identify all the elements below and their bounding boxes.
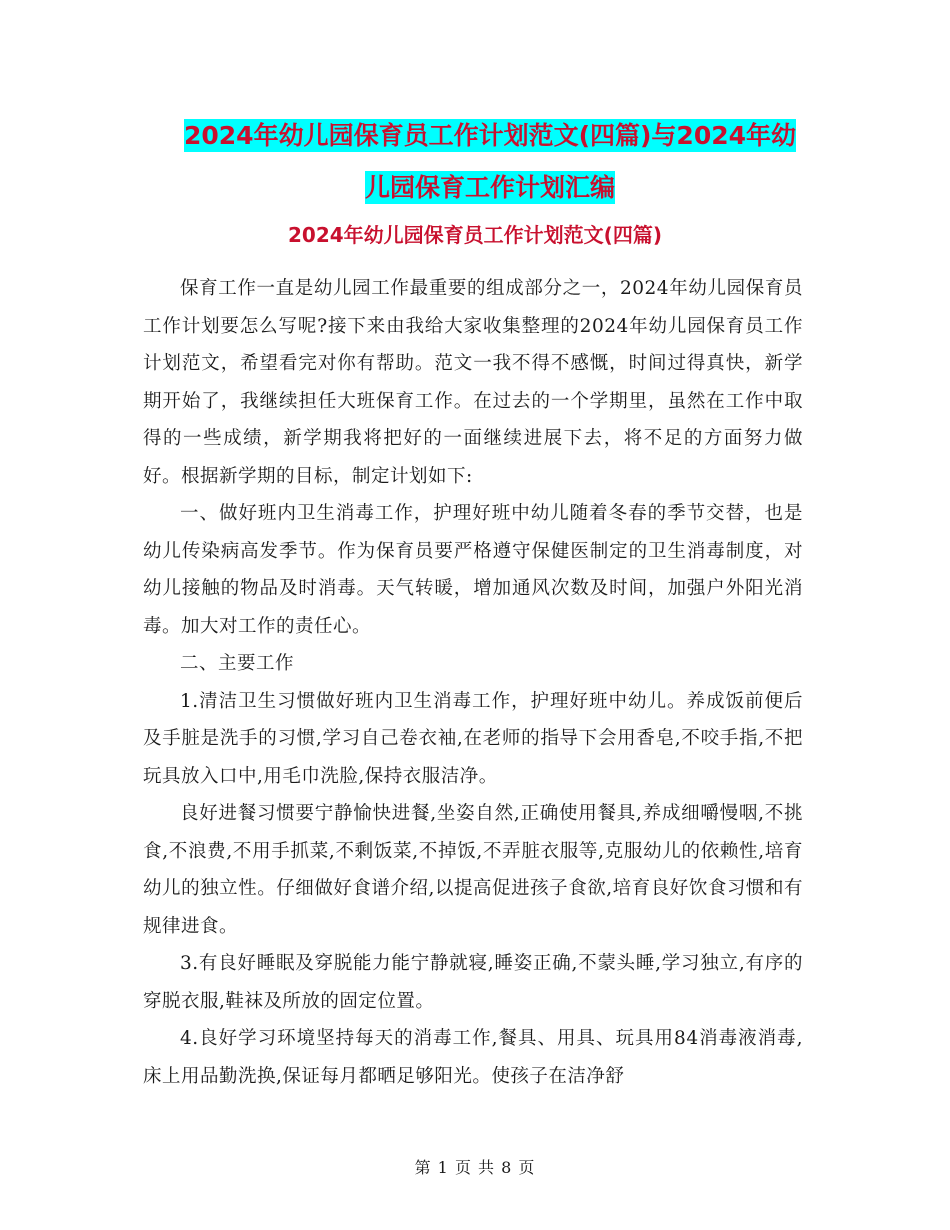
page-footer: 第 1 页 共 8 页: [414, 1158, 536, 1177]
paragraph-item-1: 1.清洁卫生习惯做好班内卫生消毒工作，护理好班中幼儿。养成饭前便后及手脏是洗手的习惯,学习自己卷衣袖,在老师的指导下会用香皂,不咬手指,不把玩具放入口中,用毛巾洗脸,保持衣服洁净。: [143, 690, 803, 787]
paragraph-section-2-heading: 二、主要工作: [180, 653, 295, 674]
paragraph-section-1: 一、做好班内卫生消毒工作，护理好班中幼儿随着冬春的季节交替，也是幼儿传染病高发季节。作为保育员要严格遵守保健医制定的卫生消毒制度，对幼儿接触的物品及时消毒。天气转暖，增加通风次数及时间，加强户外阳光消毒。加大对工作的责任心。: [143, 503, 803, 637]
title-line-1: 2024年幼儿园保育员工作计划范文(四篇)与2024年幼: [183, 121, 796, 150]
paragraph-item-3: 3.有良好睡眠及穿脱能力能宁静就寝,睡姿正确,不蒙头睡,学习独立,有序的穿脱衣服,鞋袜及所放的固定位置。: [143, 953, 803, 1012]
title-line-2: 儿园保育工作计划汇编: [364, 173, 615, 202]
paragraph-item-4: 4.良好学习环境坚持每天的消毒工作,餐具、用具、玩具用84消毒液消毒,床上用品勤洗换,保证每月都晒足够阳光。使孩子在洁净舒: [143, 1028, 803, 1087]
document-body: [143, 270, 803, 1095]
document-title: [140, 110, 840, 214]
paragraph-eating-habits: 良好进餐习惯要宁静愉快进餐,坐姿自然,正确使用餐具,养成细嚼慢咽,不挑食,不浪费,不用手抓菜,不剩饭菜,不掉饭,不弄脏衣服等,克服幼儿的依赖性,培育幼儿的独立性。仔细做好食谱介绍,以提高促进孩子食欲,培育良好饮食习惯和有规律进食。: [143, 803, 803, 937]
section-title: 2024年幼儿园保育员工作计划范文(四篇): [288, 223, 662, 247]
paragraph-intro: 保育工作一直是幼儿园工作最重要的组成部分之一，2024年幼儿园保育员工作计划要怎么写呢?接下来由我给大家收集整理的2024年幼儿园保育员工作计划范文，希望看完对你有帮助。范文一我不得不感慨，时间过得真快，新学期开始了，我继续担任大班保育工作。在过去的一个学期里，虽然在工作中取得的一些成绩，新学期我将把好的一面继续进展下去，将不足的方面努力做好。根据新学期的目标，制定计划如下:: [143, 278, 803, 487]
